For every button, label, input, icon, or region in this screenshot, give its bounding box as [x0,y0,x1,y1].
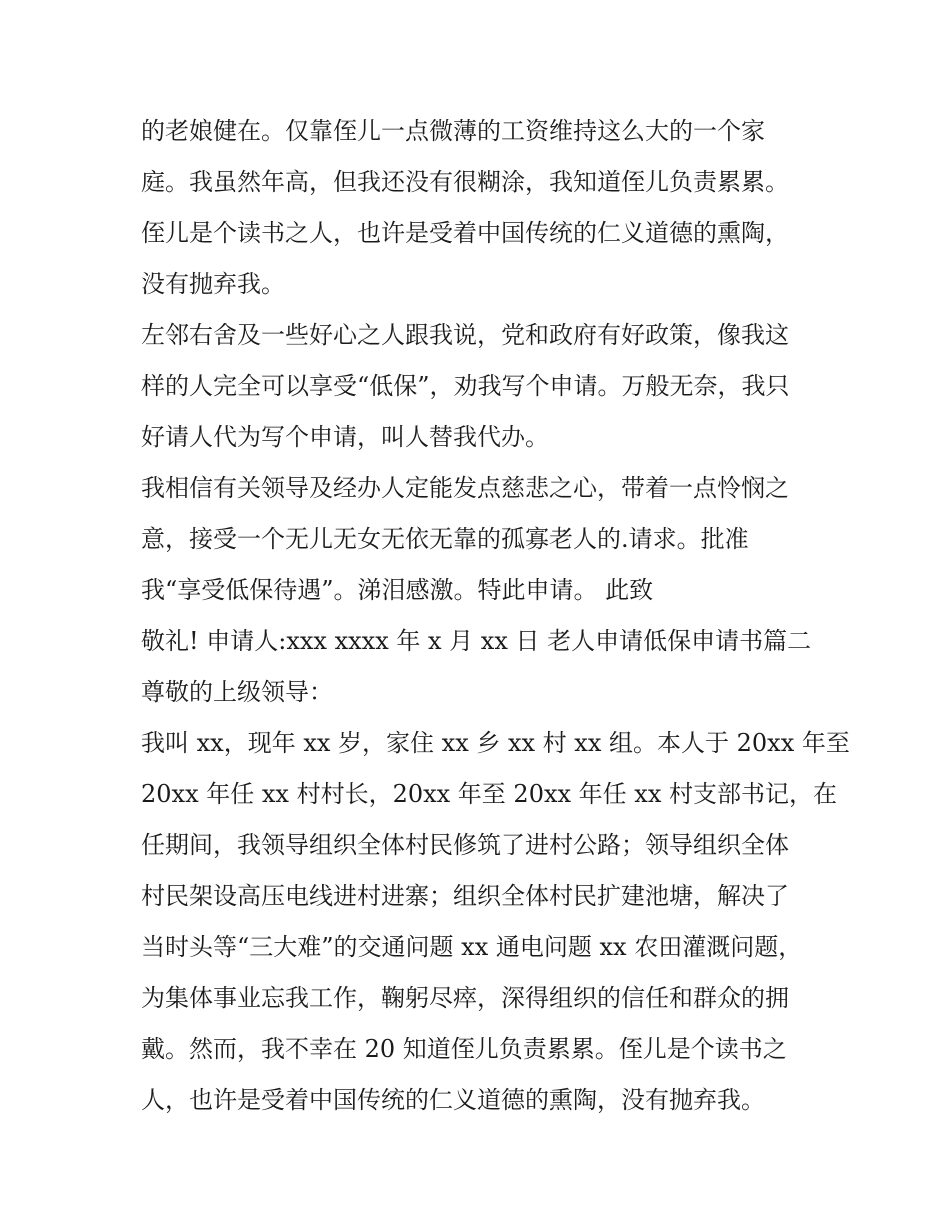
text-line: 当时头等“三大难”的交通问题 xx 通电问题 xx 农田灌溉问题， [141,933,803,961]
text-line: 为集体事业忘我工作，鞠躬尽瘁，深得组织的信任和群众的拥 [141,984,789,1012]
text-line: 好请人代为写个申请，叫人替我代办。 [141,423,549,451]
text-line: 任期间，我领导组织全体村民修筑了进村公路；领导组织全体 [141,831,789,859]
document-body [141,106,850,1126]
text-line: 尊敬的上级领导： [141,678,333,706]
text-line: 意，接受一个无儿无女无依无靠的孤寡老人的.请求。批准 [141,525,749,553]
text-line: 庭。我虽然年高，但我还没有很糊涂，我知道侄儿负责累累。 [141,168,789,196]
text-line: 戴。然而，我不幸在 20 知道侄儿负责累累。侄儿是个读书之 [141,1035,787,1063]
text-line: 20xx 年任 xx 村村长，20xx 年至 20xx 年任 xx 村支部书记，在 [141,780,837,808]
text-line: 敬礼! 申请人:xxx xxxx 年 x 月 xx 日 老人申请低保申请书篇二 [141,627,812,655]
text-line: 我“享受低保待遇”。涕泪感激。特此申请。 此致 [141,576,654,604]
text-line: 样的人完全可以享受“低保”，劝我写个申请。万般无奈，我只 [141,372,790,400]
text-line: 的老娘健在。仅靠侄儿一点微薄的工资维持这么大的一个家 [141,117,765,145]
text-line: 我叫 xx，现年 xx 岁，家住 xx 乡 xx 村 xx 组。本人于 20xx 年至 [141,729,850,757]
text-line: 侄儿是个读书之人，也许是受着中国传统的仁义道德的熏陶， [141,219,789,247]
text-line: 左邻右舍及一些好心之人跟我说，党和政府有好政策，像我这 [141,321,789,349]
text-line: 我相信有关领导及经办人定能发点慈悲之心，带着一点怜悯之 [141,474,789,502]
text-line: 没有抛弃我。 [141,270,285,298]
text-line: 人，也许是受着中国传统的仁义道德的熏陶，没有抛弃我。 [141,1086,765,1114]
text-line: 村民架设高压电线进村进寨；组织全体村民扩建池塘，解决了 [141,882,789,910]
